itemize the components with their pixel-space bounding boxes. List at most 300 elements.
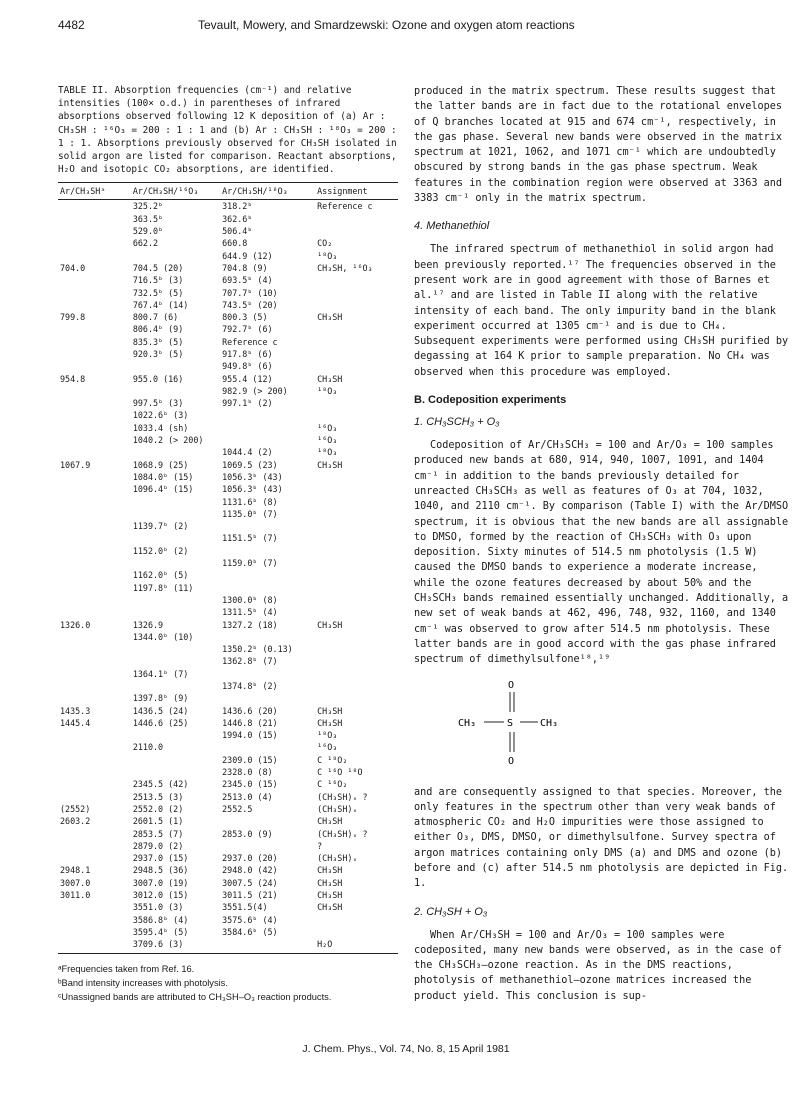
table-footnotes <box>58 962 398 1004</box>
cell-ar-ch3sh: 1326.0 <box>60 619 91 630</box>
table-row <box>58 668 398 680</box>
table-row <box>58 619 398 631</box>
table-row <box>58 631 398 643</box>
cell-assignment: CH₃SH <box>317 705 343 716</box>
cell-o18-frequency: 2853.0 (9) <box>222 828 273 839</box>
cell-assignment <box>315 409 398 421</box>
cell-assignment <box>315 643 398 655</box>
cell-o18-frequency <box>220 434 315 446</box>
cell-o18-frequency <box>220 409 315 421</box>
table-row <box>58 385 398 397</box>
cell-o16-frequency <box>131 606 220 618</box>
cell-o18-frequency: 2345.0 (15) <box>222 779 278 790</box>
cell-o16-frequency: 2948.5 (36) <box>132 865 189 876</box>
cell-o16-frequency: 3007.0 (19) <box>132 877 189 888</box>
footnote-a: ᵃFrequencies taken from Ref. 16. <box>58 963 195 974</box>
table-row <box>58 901 398 913</box>
cell-assignment: ¹⁸O₃ <box>317 385 338 396</box>
cell-ar-ch3sh <box>58 840 131 852</box>
cell-assignment: CH₃SH <box>317 816 343 827</box>
cell-ar-ch3sh <box>58 250 131 262</box>
cell-o18-frequency: 3551.5(4) <box>222 902 268 913</box>
table-row <box>58 557 398 569</box>
table-row <box>58 532 398 544</box>
cell-o16-frequency: 3551.0 (3) <box>132 902 184 913</box>
cell-ar-ch3sh <box>58 360 131 372</box>
paragraph-gas-phase: produced in the matrix spectrum. These results suggest that the latter bands are in fact due to the rotational envelopes of Q branches located at 915 and 674 cm⁻¹, respectively, in the gas phase. Several new bands were observed in the matrix spectrum at 1021, 1062, and 1071 cm⁻¹ which are undoubtedly obscured by strong bands in the gas phase spectrum. Weak features in the combination region were observed at 3363 and 3383 cm⁻¹ only in the matrix spectrum. <box>414 86 783 205</box>
cell-assignment <box>315 508 398 520</box>
cell-o16-frequency: 2552.0 (2) <box>132 803 184 814</box>
cell-o16-frequency: 529.0ᵇ <box>132 226 164 237</box>
col-header-ar-ch3sh: Ar/CH₃SHᵃ <box>58 183 131 200</box>
cell-ar-ch3sh <box>58 213 131 225</box>
cell-ar-ch3sh <box>58 434 131 446</box>
structure-methyl-left: CH₃ <box>458 717 477 729</box>
structure-methyl-right: CH₃ <box>540 717 559 729</box>
left-column <box>58 84 398 1004</box>
cell-o16-frequency: 1446.6 (25) <box>132 717 189 728</box>
table-row <box>58 926 398 938</box>
cell-o18-frequency: 1135.0ᵇ (7) <box>222 508 278 519</box>
cell-ar-ch3sh <box>58 766 131 778</box>
cell-assignment: C ¹⁸O₂ <box>317 754 348 765</box>
cell-assignment <box>315 557 398 569</box>
section-heading-codeposition: B. Codeposition experiments <box>414 394 567 407</box>
section-heading-methanethiol: 4. Methanethiol <box>414 220 490 233</box>
table-row <box>58 348 398 360</box>
cell-ar-ch3sh <box>58 200 131 213</box>
cell-assignment: CH₃SH <box>317 312 343 323</box>
cell-ar-ch3sh <box>58 397 131 409</box>
cell-o16-frequency: 716.5ᵇ (3) <box>132 275 184 286</box>
cell-assignment <box>315 668 398 680</box>
cell-assignment <box>315 483 398 495</box>
cell-o18-frequency: 693.5ᵇ (4) <box>222 275 273 286</box>
cell-ar-ch3sh <box>58 422 131 434</box>
cell-assignment: CH₃SH, ¹⁶O₃ <box>317 262 373 273</box>
cell-ar-ch3sh <box>58 299 131 311</box>
cell-o16-frequency: 2853.5 (7) <box>132 828 184 839</box>
running-header <box>58 18 782 38</box>
cell-ar-ch3sh <box>58 532 131 544</box>
table-row <box>58 373 398 385</box>
table-body <box>58 200 398 953</box>
cell-assignment: CH₃SH <box>317 373 343 384</box>
table-row <box>58 680 398 692</box>
cell-o18-frequency: 955.4 (12) <box>222 373 273 384</box>
cell-assignment <box>315 323 398 335</box>
table-row <box>58 606 398 618</box>
cell-ar-ch3sh <box>58 741 131 753</box>
cell-o18-frequency: 3584.6ᵇ (5) <box>222 926 278 937</box>
cell-ar-ch3sh <box>58 643 131 655</box>
cell-assignment <box>315 397 398 409</box>
cell-o16-frequency <box>131 643 220 655</box>
cell-o16-frequency: 1040.2 (> 200) <box>132 435 204 446</box>
cell-o16-frequency <box>131 496 220 508</box>
paragraph-dms-ozone: Codeposition of Ar/CH₃SCH₃ = 100 and Ar/O₃ = 100 samples produced new bands at 680, 914, 940, 1007, 1091, and 1404 cm⁻¹ in addition to the bands previously detailed for unreacted CH₃SCH₃ as well as features of O₃ at 704, 1032, 1040, and 2110 cm⁻¹. By comparison (Table I) with the Ar/DMSO spectrum, it is obvious that the new bands are all assignable to DMSO, formed by the reaction of CH₃SCH₃ with O₃ upon deposition. Sixty minutes of 514.5 nm photolysis (1.5 W) caused the DMSO bands to experience a moderate increase, while the ozone features decreased by about 50% and the CH₃SCH₃ bands remained essentially unchanged. Additionally, a new set of weak bands at 462, 496, 748, 932, 1160, and 1340 cm⁻¹ was observed to grow after 514.5 nm photolysis. These latter bands are in good accord with the gas phase infrared spectrum of dimethylsulfone¹⁸,¹⁹ <box>414 440 789 666</box>
cell-o16-frequency: 920.3ᵇ (5) <box>132 348 184 359</box>
table-row <box>58 250 398 262</box>
cell-ar-ch3sh <box>58 668 131 680</box>
cell-ar-ch3sh <box>58 225 131 237</box>
cell-o18-frequency <box>220 422 315 434</box>
cell-o16-frequency: 1068.9 (25) <box>132 459 189 470</box>
cell-ar-ch3sh <box>58 483 131 495</box>
cell-assignment <box>315 692 398 704</box>
cell-o16-frequency: 955.0 (16) <box>132 373 184 384</box>
cell-assignment <box>315 299 398 311</box>
table-row <box>58 938 398 953</box>
cell-o16-frequency: 1084.0ᵇ (15) <box>132 471 194 482</box>
cell-ar-ch3sh <box>58 778 131 790</box>
cell-o18-frequency: 1131.6ᵇ (8) <box>222 496 278 507</box>
table-row <box>58 889 398 901</box>
absorption-table <box>58 182 398 953</box>
cell-o16-frequency: 2601.5 (1) <box>132 816 184 827</box>
table-row <box>58 729 398 741</box>
table-row <box>58 864 398 876</box>
cell-ar-ch3sh: 704.0 <box>60 262 86 273</box>
cell-o18-frequency: 1056.3ᵇ (43) <box>222 471 283 482</box>
cell-ar-ch3sh <box>58 680 131 692</box>
cell-o18-frequency: 997.1ᵇ (2) <box>222 398 273 409</box>
cell-assignment <box>315 582 398 594</box>
cell-o16-frequency <box>131 594 220 606</box>
cell-o16-frequency <box>131 385 220 397</box>
cell-o18-frequency: 1151.5ᵇ (7) <box>222 533 278 544</box>
cell-assignment <box>315 532 398 544</box>
cell-ar-ch3sh <box>58 569 131 581</box>
cell-assignment: ¹⁸O₃ <box>317 447 338 458</box>
cell-ar-ch3sh: 954.8 <box>60 373 86 384</box>
cell-ar-ch3sh: 1067.9 <box>60 459 91 470</box>
cell-assignment: ¹⁸O₃ <box>317 250 338 261</box>
table-caption: TABLE II. Absorption frequencies (cm⁻¹) and relative intensities (100× o.d.) in parentheses of infrared absorptions observed following 12 K deposition of (a) Ar : CH₃SH : ¹⁶O₃ = 200 : 1 : 1 and (b) Ar : CH₃SH : ¹⁸O₃ = 200 : 1 : 1. Absorptions previously observed for CH₃SH isolated in solid argon are listed for comparison. Reactant absorptions, H₂O and isotopic CO₂ absorptions, are identified. <box>58 85 397 176</box>
cell-o16-frequency <box>131 250 220 262</box>
table-row <box>58 705 398 717</box>
cell-ar-ch3sh <box>58 409 131 421</box>
table-row <box>58 594 398 606</box>
table-row <box>58 459 398 471</box>
cell-ar-ch3sh <box>58 692 131 704</box>
cell-o18-frequency: 660.8 <box>222 238 248 249</box>
cell-assignment: ¹⁶O₃ <box>317 435 338 446</box>
cell-assignment: (CH₃SH)ₓ ? <box>317 791 368 802</box>
cell-ar-ch3sh <box>58 852 131 864</box>
cell-o16-frequency: 704.5 (20) <box>132 262 184 273</box>
cell-o18-frequency <box>220 631 315 643</box>
table-row <box>58 225 398 237</box>
cell-o18-frequency: 506.4ᵇ <box>222 226 253 237</box>
cell-o16-frequency: 1364.1ᵇ (7) <box>132 668 189 679</box>
cell-assignment <box>315 545 398 557</box>
cell-ar-ch3sh: 2603.2 <box>60 816 91 827</box>
cell-o16-frequency: 1344.0ᵇ (10) <box>132 631 194 642</box>
cell-assignment <box>315 213 398 225</box>
table-row <box>58 496 398 508</box>
table-row <box>58 914 398 926</box>
dimethylsulfone-structure <box>458 676 578 772</box>
cell-o18-frequency: 2948.0 (42) <box>222 865 278 876</box>
cell-ar-ch3sh: (2552) <box>60 803 91 814</box>
cell-assignment <box>315 287 398 299</box>
cell-o18-frequency <box>220 815 315 827</box>
cell-assignment <box>315 348 398 360</box>
cell-ar-ch3sh <box>58 237 131 249</box>
cell-o18-frequency <box>220 741 315 753</box>
table-row <box>58 422 398 434</box>
cell-assignment <box>315 631 398 643</box>
table-row <box>58 778 398 790</box>
cell-assignment: CO₂ <box>317 238 333 249</box>
table-row <box>58 299 398 311</box>
cell-ar-ch3sh: 3007.0 <box>60 877 91 888</box>
cell-ar-ch3sh <box>58 729 131 741</box>
cell-o18-frequency: 949.8ᵇ (6) <box>222 361 273 372</box>
table-row <box>58 717 398 729</box>
cell-o16-frequency <box>131 680 220 692</box>
cell-o16-frequency: 363.5ᵇ <box>132 213 164 224</box>
cell-assignment <box>315 520 398 532</box>
cell-assignment <box>315 926 398 938</box>
cell-ar-ch3sh <box>58 791 131 803</box>
cell-o16-frequency: 3709.6 (3) <box>131 938 220 953</box>
cell-o18-frequency: 1311.5ᵇ (4) <box>222 607 278 618</box>
cell-assignment: CH₃SH <box>317 717 343 728</box>
cell-o18-frequency: 1159.0ᵇ (7) <box>222 558 278 569</box>
table-row <box>58 852 398 864</box>
cell-o16-frequency <box>131 508 220 520</box>
table-row <box>58 582 398 594</box>
cell-ar-ch3sh <box>58 631 131 643</box>
cell-assignment: ¹⁶O₃ <box>317 742 338 753</box>
structure-oxygen-bottom: O <box>508 755 515 767</box>
cell-o16-frequency: 2879.0 (2) <box>132 840 184 851</box>
cell-ar-ch3sh <box>58 828 131 840</box>
table-row <box>58 200 398 213</box>
cell-o16-frequency: 1033.4 (sh) <box>132 422 189 433</box>
table-row <box>58 213 398 225</box>
cell-o16-frequency <box>131 360 220 372</box>
cell-ar-ch3sh <box>58 348 131 360</box>
cell-o18-frequency: 2552.5 <box>222 803 253 814</box>
cell-o16-frequency: 835.3ᵇ (5) <box>132 336 184 347</box>
cell-o16-frequency <box>131 532 220 544</box>
table-row <box>58 471 398 483</box>
table-row <box>58 237 398 249</box>
table-row <box>58 508 398 520</box>
table-row <box>58 446 398 458</box>
cell-o18-frequency <box>220 569 315 581</box>
cell-o16-frequency <box>131 729 220 741</box>
cell-o18-frequency: 792.7ᵇ (6) <box>222 324 273 335</box>
cell-o16-frequency <box>131 655 220 667</box>
cell-o16-frequency: 3012.0 (15) <box>132 890 189 901</box>
cell-assignment <box>315 914 398 926</box>
table-row <box>58 803 398 815</box>
table-row <box>58 311 398 323</box>
cell-o16-frequency <box>131 766 220 778</box>
table-row <box>58 262 398 274</box>
cell-o18-frequency: 982.9 (> 200) <box>222 385 288 396</box>
cell-assignment: (CH₃SH)ₓ <box>317 853 358 864</box>
cell-o18-frequency: 1436.6 (20) <box>222 705 278 716</box>
cell-ar-ch3sh <box>58 914 131 926</box>
cell-o18-frequency <box>220 840 315 852</box>
cell-o16-frequency: 2937.0 (15) <box>132 853 189 864</box>
table-row <box>58 336 398 348</box>
cell-assignment: (CH₃SH)ₓ ? <box>317 828 368 839</box>
cell-o16-frequency: 2110.0 <box>132 742 164 753</box>
cell-o18-frequency <box>220 582 315 594</box>
table-row <box>58 434 398 446</box>
cell-o18-frequency: 3011.5 (21) <box>222 890 278 901</box>
cell-o16-frequency: 732.5ᵇ (5) <box>132 287 184 298</box>
cell-o18-frequency: 2328.0 (8) <box>222 767 273 778</box>
cell-assignment: CH₃SH <box>317 877 343 888</box>
structure-oxygen-top: O <box>508 679 515 691</box>
cell-ar-ch3sh <box>58 545 131 557</box>
table-row <box>58 877 398 889</box>
cell-assignment: Reference c <box>317 201 373 212</box>
cell-ar-ch3sh <box>58 508 131 520</box>
cell-ar-ch3sh: 2948.1 <box>60 865 91 876</box>
table-row <box>58 274 398 286</box>
cell-ar-ch3sh <box>58 754 131 766</box>
cell-assignment: CH₃SH <box>317 890 343 901</box>
cell-o18-frequency: 362.6ᵇ <box>222 213 253 224</box>
cell-o16-frequency: 1152.0ᵇ (2) <box>132 545 189 556</box>
cell-o16-frequency: 1436.5 (24) <box>132 705 189 716</box>
cell-assignment <box>315 336 398 348</box>
cell-o18-frequency: 1350.2ᵇ (0.13) <box>222 644 293 655</box>
cell-assignment: ? <box>317 840 323 851</box>
table-row <box>58 741 398 753</box>
cell-ar-ch3sh <box>58 594 131 606</box>
cell-assignment <box>315 594 398 606</box>
cell-assignment: CH₃SH <box>317 902 343 913</box>
table-row <box>58 840 398 852</box>
cell-o18-frequency <box>220 520 315 532</box>
cell-assignment <box>315 496 398 508</box>
table-row <box>58 655 398 667</box>
table-row <box>58 569 398 581</box>
cell-assignment <box>315 360 398 372</box>
cell-assignment <box>315 606 398 618</box>
cell-ar-ch3sh <box>58 926 131 938</box>
table-row <box>58 483 398 495</box>
table-row <box>58 766 398 778</box>
cell-ar-ch3sh <box>58 655 131 667</box>
cell-assignment <box>315 225 398 237</box>
cell-o18-frequency: 1327.2 (18) <box>222 619 278 630</box>
col-header-assignment: Assignment <box>315 183 398 200</box>
cell-o16-frequency: 3595.4ᵇ (5) <box>132 926 189 937</box>
cell-o16-frequency: 997.5ᵇ (3) <box>132 398 184 409</box>
cell-o18-frequency: Reference c <box>222 336 278 347</box>
cell-ar-ch3sh <box>58 582 131 594</box>
cell-ar-ch3sh <box>58 323 131 335</box>
cell-o16-frequency: 325.2ᵇ <box>132 201 164 212</box>
cell-o16-frequency: 1162.0ᵇ (5) <box>132 570 189 581</box>
cell-o16-frequency: 767.4ᵇ (14) <box>132 299 189 310</box>
cell-assignment <box>315 274 398 286</box>
cell-ar-ch3sh: 3011.0 <box>60 890 91 901</box>
cell-assignment: CH₃SH <box>317 459 343 470</box>
table-row <box>58 791 398 803</box>
table-row <box>58 692 398 704</box>
paragraph-methanethiol: The infrared spectrum of methanethiol in solid argon had been previously reported.¹⁷ The frequencies observed in the present work are in good agreement with those of Barnes et al.¹⁷ and are listed in Table II along with the relative intensity of each band. The only impurity band in the blank experiment occurred at 1305 cm⁻¹ and is due to CH₄. Subsequent experiments were performed using CH₃SH purified by degassing at 164 K prior to sample preparation. No CH₄ was observed when this procedure was employed. <box>414 244 789 378</box>
cell-o18-frequency: 1994.0 (15) <box>222 730 278 741</box>
cell-o18-frequency <box>220 692 315 704</box>
cell-assignment <box>315 471 398 483</box>
journal-footer: J. Chem. Phys., Vol. 74, No. 8, 15 April 1981 <box>302 1043 510 1055</box>
cell-ar-ch3sh <box>58 520 131 532</box>
cell-o18-frequency: 1374.8ᵇ (2) <box>222 681 278 691</box>
cell-ar-ch3sh <box>58 287 131 299</box>
structure-sulfur: S <box>507 717 514 729</box>
cell-o18-frequency: 1446.8 (21) <box>222 717 278 728</box>
cell-assignment: C ¹⁶O₂ <box>317 779 348 790</box>
cell-o16-frequency: 1197.8ᵇ (11) <box>132 582 194 593</box>
cell-assignment: (CH₃SH)ₓ <box>317 803 358 814</box>
cell-assignment <box>315 680 398 692</box>
footnote-b: ᵇBand intensity increases with photolysis. <box>58 977 228 988</box>
cell-ar-ch3sh <box>58 446 131 458</box>
cell-o18-frequency: 3575.6ᵇ (4) <box>222 914 278 925</box>
table-row <box>58 520 398 532</box>
cell-assignment: ¹⁸O₃ <box>317 730 338 741</box>
cell-o18-frequency: 707.7ᵇ (10) <box>222 287 278 298</box>
cell-o16-frequency: 1022.6ᵇ (3) <box>132 410 189 421</box>
table-row <box>58 287 398 299</box>
cell-o16-frequency: 806.4ᵇ (9) <box>132 324 184 335</box>
footnote-c: ᶜUnassigned bands are attributed to CH₃SH–O₃ reaction products. <box>58 991 332 1002</box>
cell-ar-ch3sh <box>58 471 131 483</box>
cell-o16-frequency <box>131 754 220 766</box>
cell-assignment <box>315 569 398 581</box>
table-row <box>58 545 398 557</box>
cell-assignment: H₂O <box>315 938 398 953</box>
cell-ar-ch3sh <box>58 274 131 286</box>
cell-o16-frequency <box>131 446 220 458</box>
cell-o18-frequency <box>220 545 315 557</box>
table-row <box>58 754 398 766</box>
cell-o18-frequency: 2937.0 (20) <box>222 853 278 864</box>
cell-o18-frequency: 1044.4 (2) <box>222 447 273 458</box>
cell-o18-frequency <box>220 668 315 680</box>
running-title: Tevault, Mowery, and Smardzewski: Ozone and oxygen atom reactions <box>198 18 575 32</box>
table-row <box>58 323 398 335</box>
cell-o16-frequency: 1397.8ᵇ (9) <box>132 693 189 704</box>
subsection-heading-dms-ozone: 1. CH₃SCH₃ + O₃ <box>414 416 500 429</box>
cell-o18-frequency: 2513.0 (4) <box>222 791 273 802</box>
table-row <box>58 815 398 827</box>
cell-o18-frequency: 800.3 (5) <box>222 312 268 323</box>
table-row <box>58 643 398 655</box>
paragraph-dimethylsulfone: and are consequently assigned to that species. Moreover, the only features in the spectrum other than very weak bands of atmospheric CO₂ and H₂O impurities were those assigned to either O₃, DMS, DMSO, or dimethylsulfone. Survey spectra of argon matrices containing only DMS (a) and DMS and ozone (b) before and (c) after 514.5 nm photolysis are depicted in Fig. 1. <box>414 786 789 890</box>
table-header-row <box>58 183 398 200</box>
paragraph-methanethiol-ozone: When Ar/CH₃SH = 100 and Ar/O₃ = 100 samples were codeposited, many new bands were observed, as in the case of the CH₃SCH₃–ozone reaction. As in the DMS reactions, photolysis of methanethiol–ozone matrices increased the product yield. This conclusion is sup- <box>414 929 783 1002</box>
cell-o18-frequency: 704.8 (9) <box>222 262 268 273</box>
cell-o16-frequency: 2345.5 (42) <box>132 779 189 790</box>
table-row <box>58 397 398 409</box>
cell-o18-frequency: 1362.8ᵇ (7) <box>222 656 278 667</box>
cell-o16-frequency: 1096.4ᵇ (15) <box>132 484 194 495</box>
cell-assignment: C ¹⁶O ¹⁸O <box>317 767 363 778</box>
right-column <box>414 84 794 1004</box>
